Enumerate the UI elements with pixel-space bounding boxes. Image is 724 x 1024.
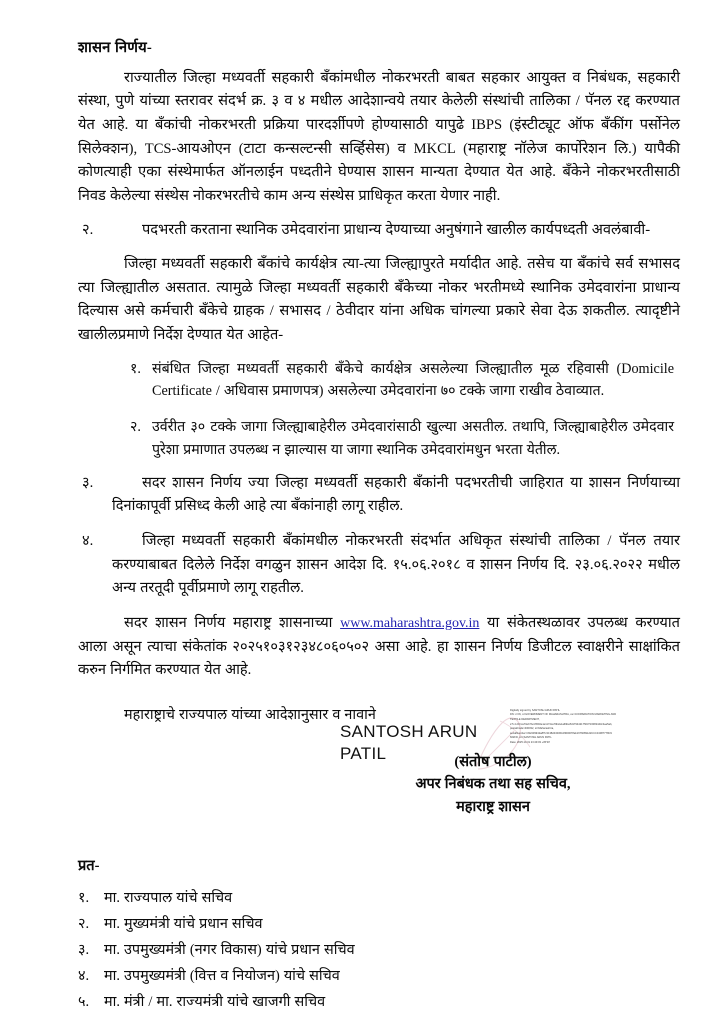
sub-item-2-number: २. — [130, 419, 141, 436]
sub-item-1 — [130, 358, 680, 403]
signer-name-line-1: SANTOSH ARUN — [340, 721, 478, 741]
clause-4 — [78, 530, 680, 601]
designation-line-2: महाराष्ट्र शासन — [456, 798, 530, 815]
page-title: शासन निर्णय- — [78, 40, 153, 56]
website-note — [78, 612, 680, 683]
clause-2-sublist — [78, 358, 680, 462]
cert-line-4: 2.5.4.20=ca70eb7bcc6594e1e1174ca79b2a1a69beffd17944217503716082443c4ae5ab, — [510, 722, 613, 726]
list-item — [78, 991, 680, 1013]
cert-line-6: serialNumber=332439942a8f7c313824303644f3D9078ab16760891d2CCC34387778C9 — [510, 731, 612, 735]
document-body — [78, 38, 680, 1014]
copy-item-3-number: ३. — [78, 942, 90, 959]
copy-item-1-number: १. — [78, 890, 90, 907]
copy-item-4-number: ४. — [78, 968, 90, 985]
signer-designation — [78, 751, 680, 818]
list-item — [78, 887, 680, 909]
sub-item-1-text: संबंधित जिल्हा मध्यवर्ती सहकारी बँकेचे कार्यक्षेत्र असलेल्या जिल्ह्यातील मूळ रहिवासी (Domicile Certificate / अधिवास प्रमाणपत्र) असलेल्या उमेदवारांना ७० टक्के जागा राखीव ठेवाव्यात. — [152, 360, 674, 400]
clause-2-lead: पदभरती करताना स्थानिक उमेदवारांना प्राधान्य देण्याच्या अनुषंगाने खालील कार्यपध्दती अवलंबावी- — [142, 221, 651, 238]
cert-line-1: Digitally signed by SANTOSH ARUN PATIL — [510, 708, 560, 712]
order-by-line: महाराष्ट्राचे राज्यपाल यांच्या आदेशानुसार व नावाने — [124, 706, 376, 723]
designation-line-1: अपर निबंधक तथा सह सचिव, — [415, 776, 571, 793]
clause-4-text: जिल्हा मध्यवर्ती सहकारी बँकांमधील नोकरभरती संदर्भात अधिकृत संस्थांची तालिका / पॅनल तयार करण्याबाबत दिलेले निर्देश वगळुन शासन आदेश दि. १५.०६.२०१८ व शासन निर्णय दि. २३.०६.२०२२ मधील अन्य तरतूदी पूर्वीप्रमाणे लागू राहतील. — [112, 532, 680, 597]
copies-heading: प्रत- — [78, 857, 100, 874]
copy-item-1-text: मा. राज्यपाल यांचे सचिव — [104, 890, 233, 907]
copy-item-3-text: मा. उपमुख्यमंत्री (नगर विकास) यांचे प्रधान सचिव — [104, 942, 355, 959]
sub-item-1-number: १. — [130, 360, 141, 377]
list-item — [78, 965, 680, 987]
cert-line-2: DN: c=IN, o=GOVERNMENT OF MAHARASHTRA, ou=COOPERATION MARKETING AND — [510, 713, 617, 717]
copy-item-2-number: २. — [78, 916, 90, 933]
copy-item-4-text: मा. उपमुख्यमंत्री (वित्त व नियोजन) यांचे सचिव — [104, 968, 340, 985]
website-note-prefix: सदर शासन निर्णय महाराष्ट्र शासनाच्या — [124, 614, 341, 631]
cert-line-7: 662FD, cn=SANTOSH ARUN PATIL — [510, 736, 552, 740]
copy-item-5-number: ५. — [78, 994, 90, 1011]
clause-2-number: २. — [82, 221, 94, 238]
clause-3-text: सदर शासन निर्णय ज्या जिल्हा मध्यवर्ती सहकारी बँकांनी पदभरतीची जाहिरात या शासन निर्णयाच्या दिनांकापूर्वी प्रसिध्द केली आहे त्या बँकांनाही लागू राहील. — [112, 474, 680, 515]
signer-name-line-2: PATIL — [340, 743, 387, 763]
clause-2 — [78, 219, 680, 243]
digital-signature-certificate — [510, 709, 660, 746]
cert-line-5: postalCode=400032, st=Maharashtra, — [510, 727, 554, 731]
copy-item-2-text: मा. मुख्यमंत्री यांचे प्रधान सचिव — [104, 916, 263, 933]
maharashtra-gov-link[interactable]: www.maharashtra.gov.in — [340, 615, 480, 631]
clause-3 — [78, 472, 680, 519]
list-item — [78, 913, 680, 935]
clause-2-body: जिल्हा मध्यवर्ती सहकारी बँकांचे कार्यक्षेत्र त्या-त्या जिल्ह्यापुरते मर्यादीत आहे. तसेच या बँकांचे सर्व सभासद त्या जिल्ह्यातील असतात. त्यामुळे जिल्हा मध्यवर्ती सहकारी बँकेच्या नोकर भरतीमध्ये स्थानिक उमेदवारांना प्राधान्य दिल्यास असे कर्मचारी बँकेचे ग्राहक / सभासद / ठेवीदार यांना अधिक चांगल्या प्रकारे सेवा देऊ शकतील. त्यादृष्टीने खालीलप्रमाणे निर्देश देण्यात येत आहेत- — [78, 256, 680, 344]
intro-paragraph: राज्यातील जिल्हा मध्यवर्ती सहकारी बँकांमधील नोकरभरती बाबत सहकार आयुक्त व निबंधक, सहकारी संस्था, पुणे यांच्या स्तरावर संदर्भ क्र. ३ व ४ मधील आदेशान्वये तयार केलेली संस्थांची तालिका / पॅनल रद्द करण्यात येत आहे. या बँकांची नोकरभरती प्रक्रिया पारदर्शीपणे होण्यासाठी यापुढे IBPS (इंस्टीट्यूट ऑफ बँकींग पर्सोनेल सिलेक्शन), TCS-आयओएन (टाटा कन्सल्टन्सी सर्व्हिसेस) व MKCL (महाराष्ट्र नॉलेज कार्पोरेशन लि.) यापैकी कोणत्याही एका संस्थेमार्फत ऑनलाईन पध्दतीने घेण्यास शासन मान्यता देण्यात येत आहे. बँकेने नोकरभरतीसाठी निवड केलेल्या संस्थेस नोकरभरतीचे काम अन्य संस्थेस प्राधिकृत करता येणार नाही. — [78, 69, 680, 204]
signer-name-marathi: (संतोष पाटील) — [454, 753, 532, 770]
website-note-suffix: या संकेतस्थळावर उपलब्ध करण्यात आला असून त्याचा संकेतांक २०२५१०३१२३४८०६०५०२ असा आहे. हा शासन निर्णय डिजीटल स्वाक्षरीने साक्षांकित करुन निर्गमित करण्यात येत आहे. — [78, 614, 680, 679]
sub-item-2-text: उर्वरीत ३० टक्के जागा जिल्ह्याबाहेरील उमेदवारांसाठी खुल्या असतील. तथापि, जिल्ह्याबाहेरील उमेदवार पुरेशा प्रमाणात उपलब्ध न झाल्यास या जागा स्थानिक उमेदवारांमधुन भरता येतील. — [152, 419, 674, 458]
cert-line-3: TEXTILE DEPARTMENT, — [510, 717, 540, 721]
signature-block — [78, 705, 680, 825]
sub-item-2 — [130, 416, 680, 461]
cert-line-8: Date: 2025.10.31 23:49:03 +05'30' — [510, 740, 551, 744]
clause-4-number: ४. — [82, 532, 94, 549]
list-item — [78, 939, 680, 961]
copy-item-5-text: मा. मंत्री / मा. राज्यमंत्री यांचे खाजगी सचिव — [104, 994, 326, 1011]
copies-list — [78, 887, 680, 1013]
clause-3-number: ३. — [82, 474, 94, 491]
